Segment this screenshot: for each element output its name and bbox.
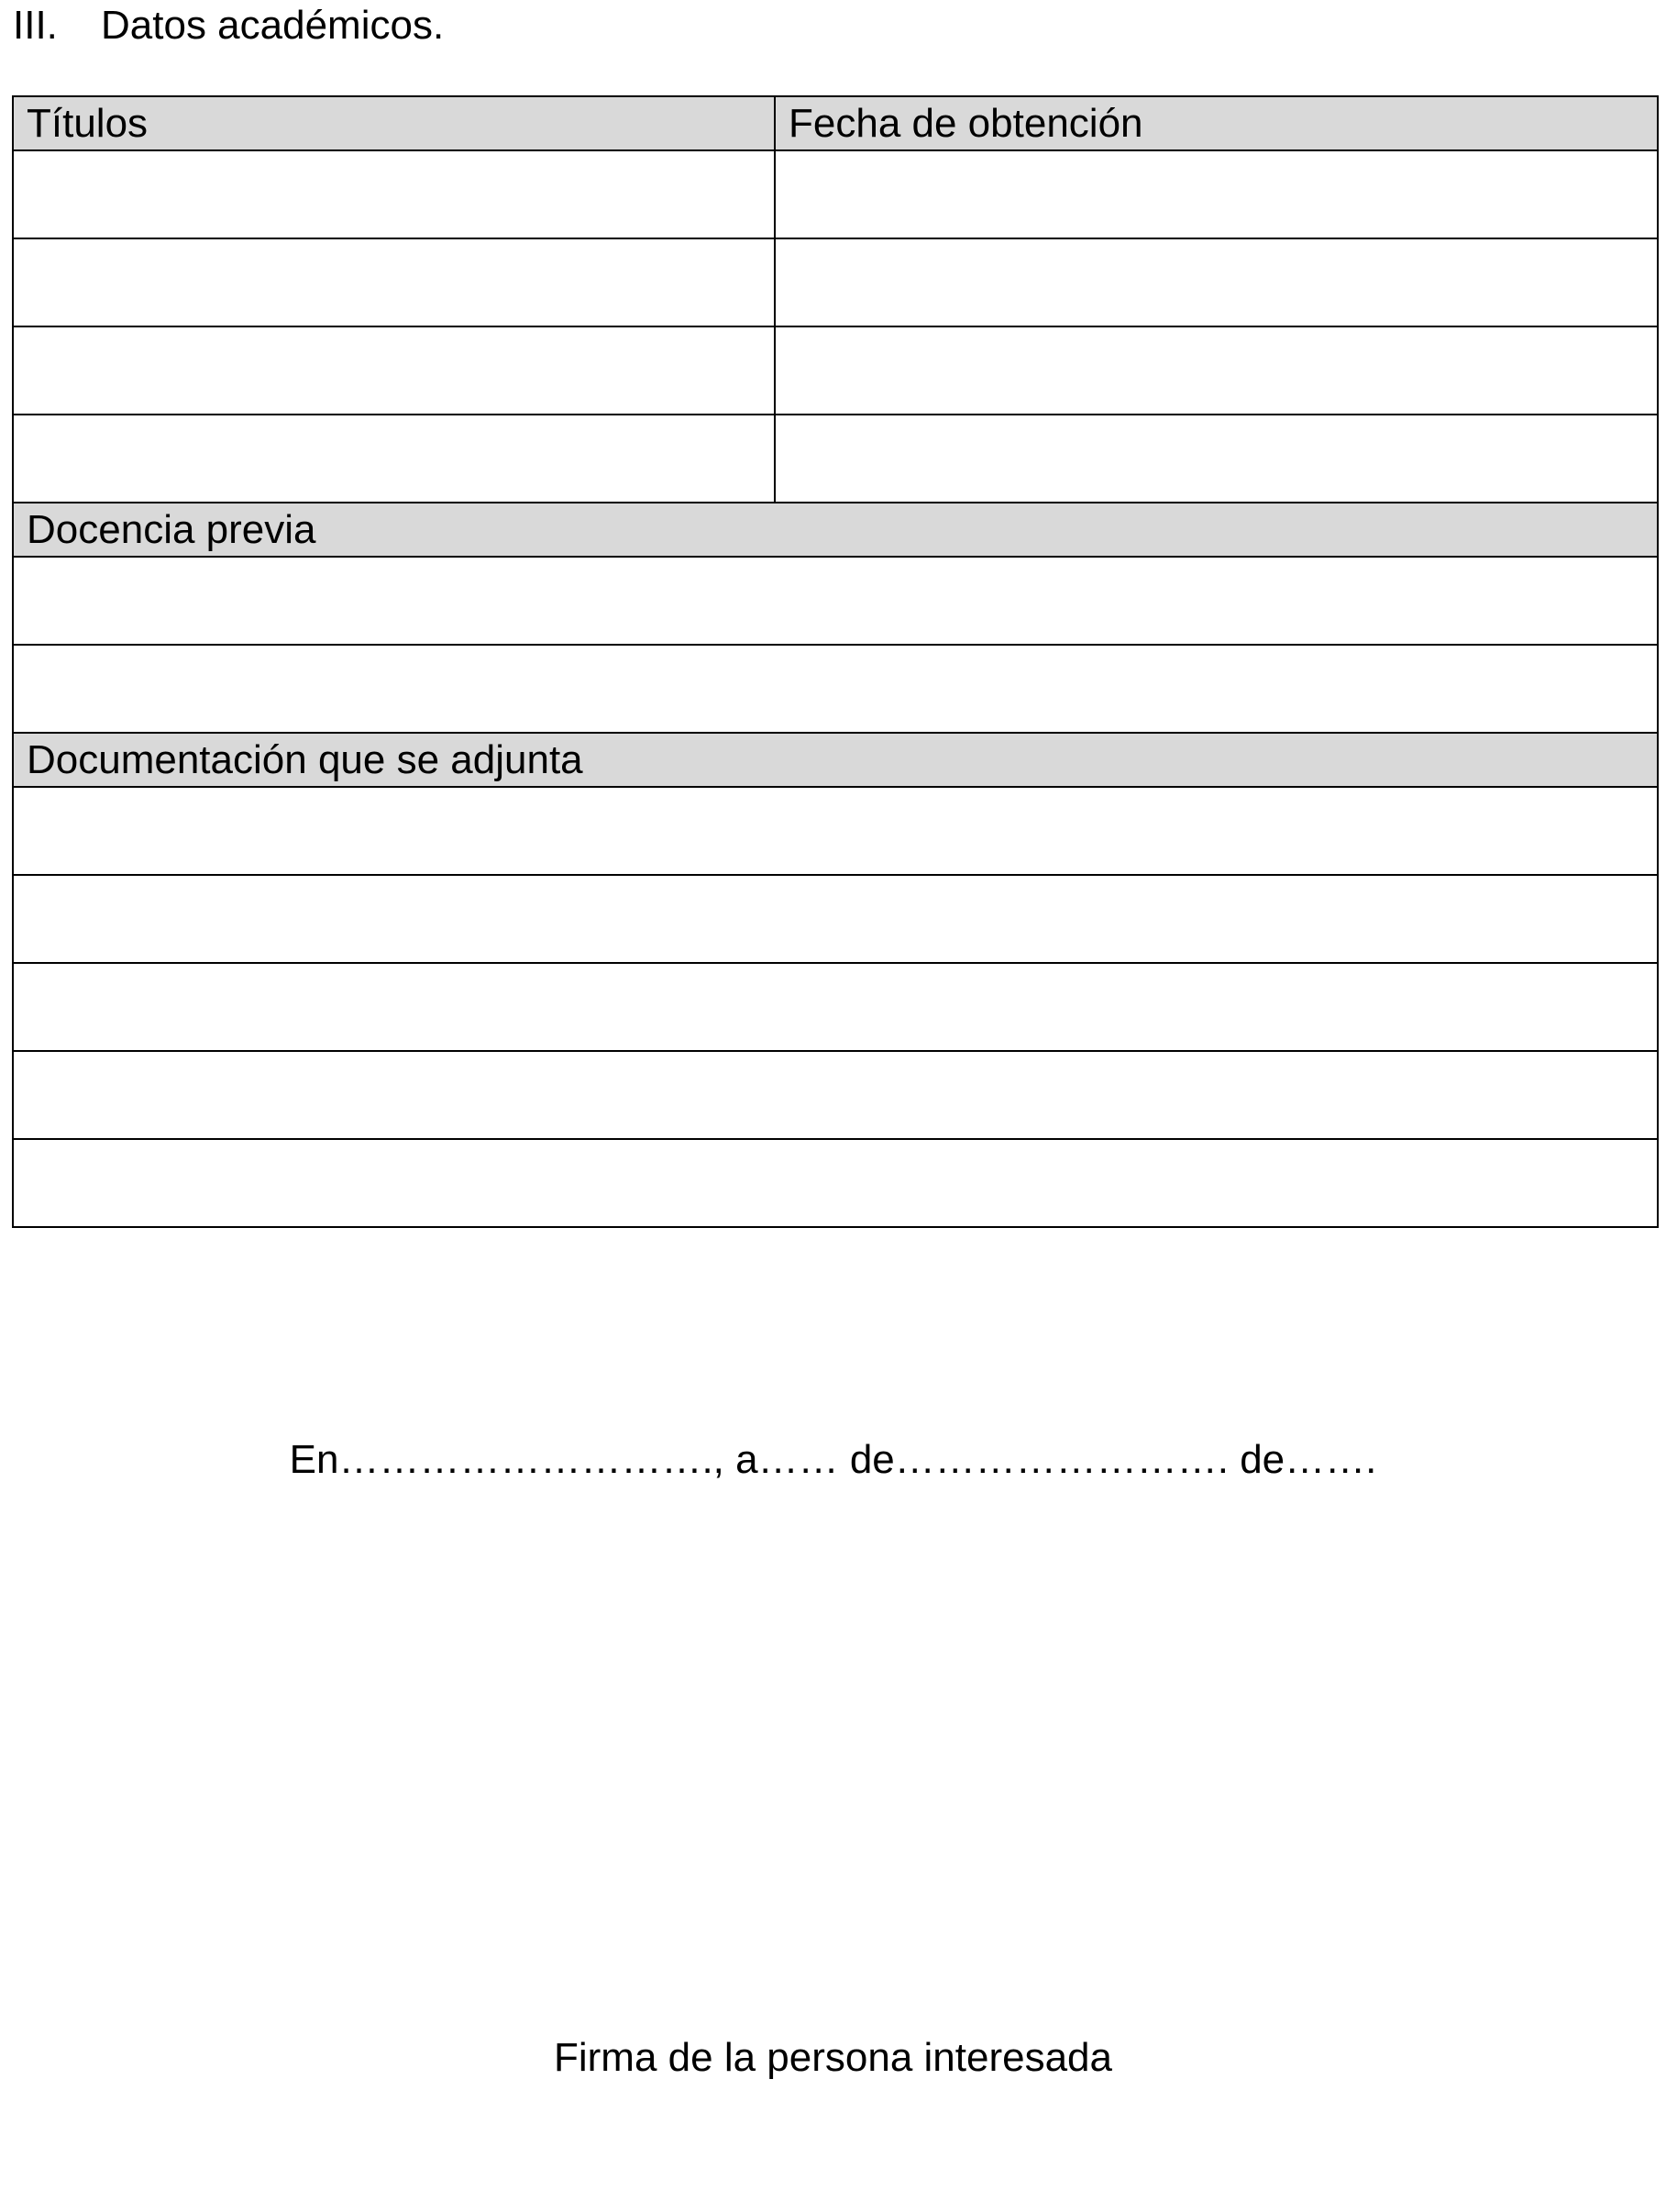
- fecha-cell[interactable]: [775, 150, 1658, 238]
- table-row: [13, 238, 1658, 326]
- academic-data-table: [12, 95, 1659, 1228]
- titulo-cell[interactable]: [13, 238, 775, 326]
- signature-label: Firma de la persona interesada: [554, 2035, 1112, 2080]
- fecha-cell[interactable]: [775, 326, 1658, 415]
- documentacion-cell[interactable]: [13, 787, 1658, 875]
- table-row: [13, 1139, 1658, 1227]
- table-row: [13, 787, 1658, 875]
- documentacion-cell[interactable]: [13, 963, 1658, 1051]
- titulo-cell[interactable]: [13, 326, 775, 415]
- table-row: [13, 415, 1658, 503]
- section-number: III.: [13, 3, 58, 48]
- docencia-header-row: [13, 503, 1658, 557]
- documentacion-cell[interactable]: [13, 1051, 1658, 1139]
- table-row: [13, 326, 1658, 415]
- titulos-header-row: [13, 96, 1658, 150]
- documentacion-cell[interactable]: [13, 1139, 1658, 1227]
- table-row: [13, 150, 1658, 238]
- table-row: [13, 1051, 1658, 1139]
- column-header-titulos: Títulos: [13, 96, 775, 150]
- docencia-cell[interactable]: [13, 557, 1658, 645]
- table-row: [13, 557, 1658, 645]
- place-date-line: En………………………., a…… de……………………. de…….: [289, 1437, 1377, 1482]
- docencia-previa-header: Docencia previa: [13, 503, 1658, 557]
- documentacion-cell[interactable]: [13, 875, 1658, 963]
- documentacion-adjunta-header: Documentación que se adjunta: [13, 733, 1658, 787]
- fecha-cell[interactable]: [775, 415, 1658, 503]
- documentacion-header-row: [13, 733, 1658, 787]
- docencia-cell[interactable]: [13, 645, 1658, 733]
- section-title: Datos académicos.: [101, 3, 445, 48]
- table-row: [13, 645, 1658, 733]
- titulo-cell[interactable]: [13, 415, 775, 503]
- titulo-cell[interactable]: [13, 150, 775, 238]
- table-row: [13, 875, 1658, 963]
- table-row: [13, 963, 1658, 1051]
- column-header-fecha-obtencion: Fecha de obtención: [775, 96, 1658, 150]
- fecha-cell[interactable]: [775, 238, 1658, 326]
